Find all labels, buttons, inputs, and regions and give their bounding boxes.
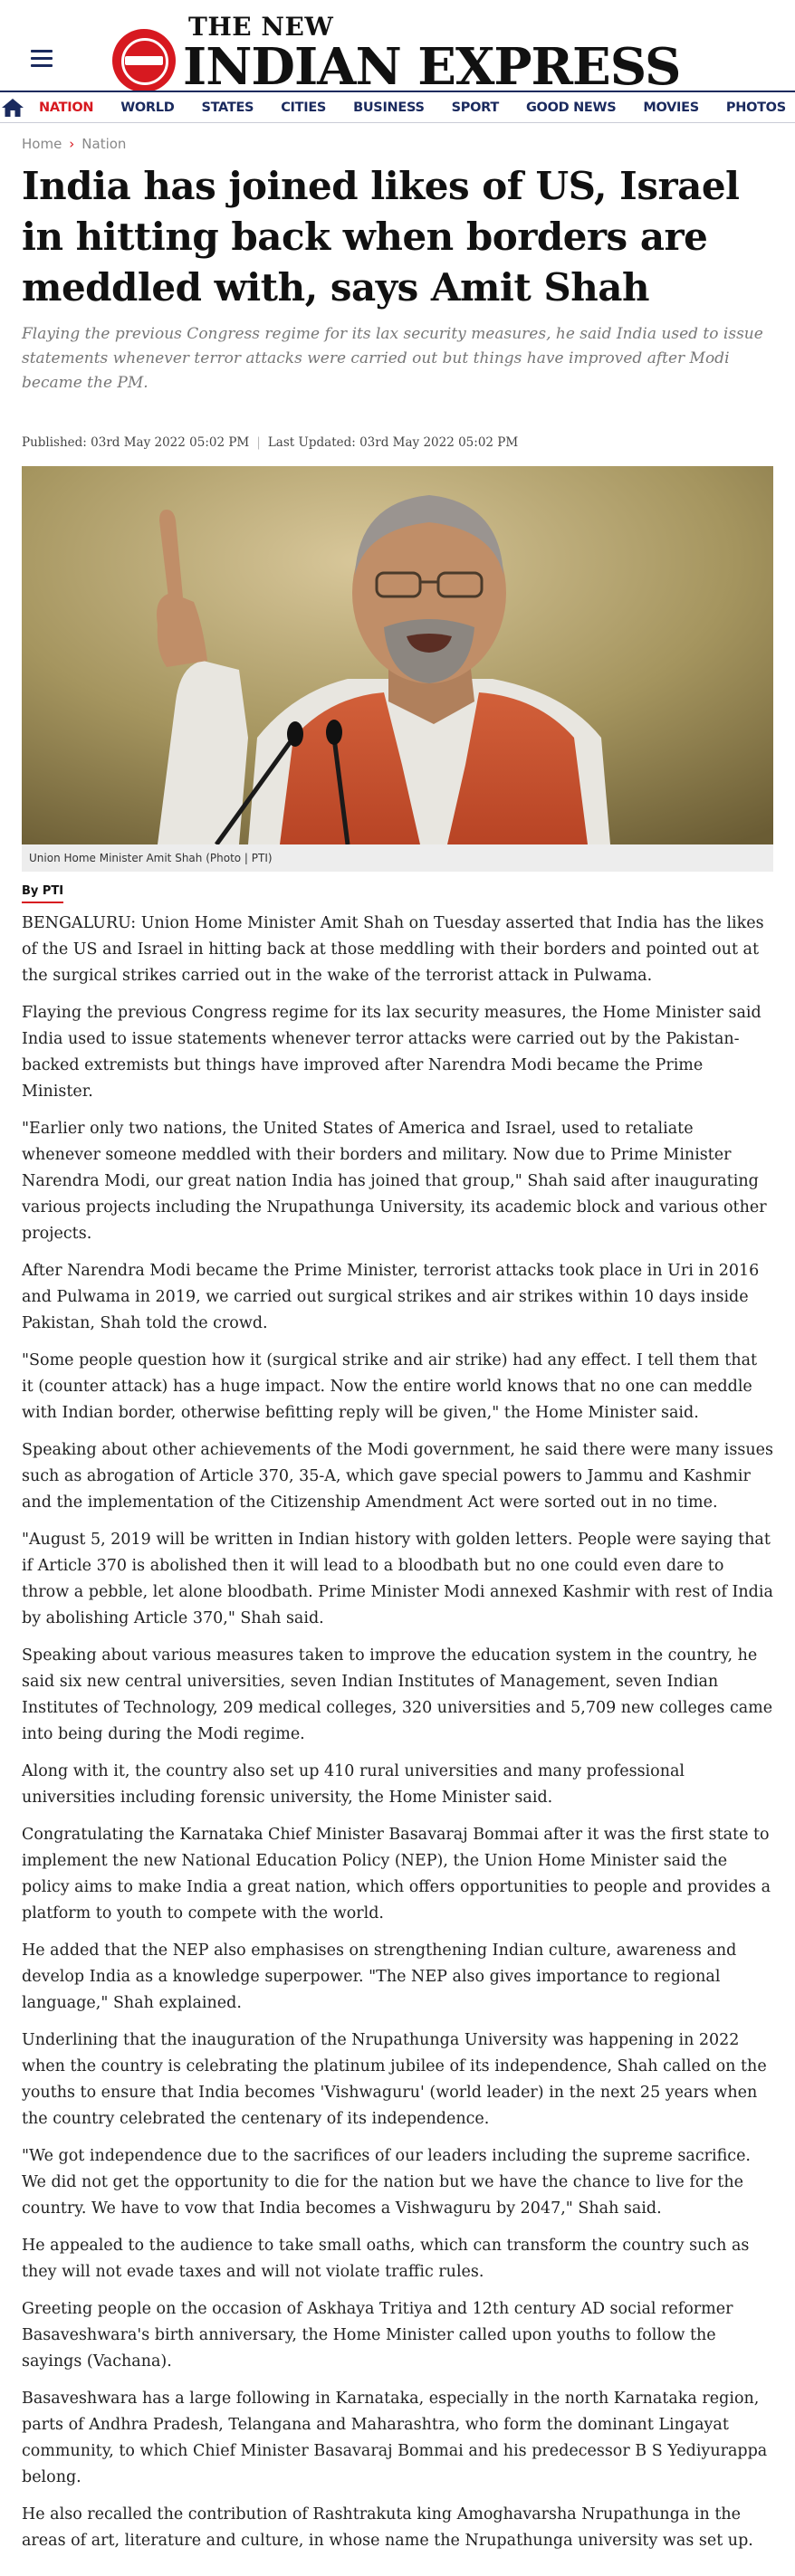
article-paragraph: "We got independence due to the sacrifices of our leaders including the supreme sacrifice. We did not get the opportunity to die for the nation but we have the chance to live for the country. We have to vow that India becomes a Vishwaguru by 2047," Shah said. (22, 2147, 751, 2218)
article-paragraph: Greeting people on the occasion of Askhaya Tritiya and 12th century AD social reformer Basaveshwara's birth anniversary, the Home Minister called upon youths to follow the sayings (Vachana). (22, 2300, 733, 2371)
breadcrumb-home[interactable]: Home (22, 136, 62, 152)
breadcrumb-section[interactable]: Nation (81, 136, 127, 152)
site-logo[interactable] (112, 12, 681, 97)
article-paragraph: Along with it, the country also set up 410 rural universities and many professional universities including forensic university, the Home Minister said. (22, 1762, 685, 1807)
nav-item-movies[interactable]: MOVIES (643, 100, 699, 115)
nav-item-cities[interactable]: CITIES (281, 100, 327, 115)
image-caption: Union Home Minister Amit Shah (Photo | PTI) (22, 844, 773, 872)
main-nav (0, 91, 795, 123)
article-paragraph: Underlining that the inauguration of the Nrupathunga University was happening in 2022 when the country is celebrating the platinum jubilee of its independence, Shah called on the youths to ensure that India becomes 'Vishwaguru' (world leader) in the next 25 years when the country celebrated the centenary of its independence. (22, 2031, 767, 2128)
hero-image[interactable] (22, 466, 773, 844)
nav-item-sport[interactable]: SPORT (451, 100, 499, 115)
article-paragraph: Flaying the previous Congress regime for its lax security measures, the Home Minister said India used to issue statements whenever terror attacks were carried out by the Pakistan-backed extremists but things have improved after Narendra Modi became the Prime Minister. (22, 1004, 761, 1101)
article-paragraph: He appealed to the audience to take small oaths, which can transform the country such as they will not evade taxes and will not violate traffic rules. (22, 2237, 750, 2281)
site-header (0, 0, 795, 123)
logo-seal-icon (112, 29, 176, 92)
menu-icon[interactable] (31, 50, 53, 68)
chevron-right-icon: › (69, 136, 75, 152)
article-paragraph: BENGALURU: Union Home Minister Amit Shah on Tuesday asserted that India has the likes of the US and Israel in hitting back at those meddling with their borders and pointed out at the surgical strikes carried out in the wake of the terrorist attack in Pulwama. (22, 914, 764, 985)
logo-top-text: THE NEW (188, 12, 334, 42)
published-date: Published: 03rd May 2022 05:02 PM (22, 435, 250, 450)
article-paragraph: Congratulating the Karnataka Chief Minister Basavaraj Bommai after it was the first state to implement the new National Education Policy (NEP), the Union Home Minister said the policy aims to make India a great nation, which offers opportunities to people and provides a platform to youth to compete with the world. (22, 1826, 771, 1922)
nav-item-business[interactable]: BUSINESS (353, 100, 425, 115)
logo-bottom-text: INDIAN EXPRESS (183, 37, 681, 97)
updated-date: Last Updated: 03rd May 2022 05:02 PM (267, 435, 519, 450)
article-paragraph: He also recalled the contribution of Rashtrakuta king Amoghavarsha Nrupathunga in the areas of art, literature and culture, in whose name the Nrupathunga university was set up. (22, 2505, 753, 2550)
article-paragraph: "August 5, 2019 will be written in Indian history with golden letters. People were saying that if Article 370 is abolished then it will lead to a bloodbath but no one could even dare to throw a pebble, let alone bloodbath. Prime Minister Modi annexed Kashmir with rest of India by abolishing Article 370," Shah said. (22, 1531, 773, 1627)
article-paragraph: Basaveshwara has a large following in Karnataka, especially in the north Karnataka region, parts of Andhra Pradesh, Telangana and Maharashtra, who form the dominant Lingayat community, to which Chief Minister Basavaraj Bommai and his predecessor B S Yediyurappa belong. (22, 2390, 768, 2486)
nav-item-world[interactable]: WORLD (120, 100, 175, 115)
article-paragraph: "Earlier only two nations, the United States of America and Israel, used to retaliate whenever someone meddled with their borders and military. Now due to Prime Minister Narendra Modi, our great nation India has joined that group," Shah said after inaugurating various projects including the Nrupathunga University, its academic block and various other projects. (22, 1120, 767, 1243)
article-dateline (22, 435, 773, 450)
article-paragraph: "Some people question how it (surgical strike and air strike) had any effect. I tell them that it (counter attack) has a huge impact. Now the entire world knows that no one can meddle with Indian border, otherwise befitting reply will be given," the Home Minister said. (22, 1351, 758, 1422)
article-paragraph: Speaking about various measures taken to improve the education system in the country, he said six new central universities, seven Indian Institutes of Management, seven Indian Institutes of Technology, 209 medical colleges, 320 universities and 5,709 new colleges came into being during the Modi regime. (22, 1646, 773, 1743)
article-container (0, 136, 795, 2554)
article-byline[interactable]: By PTI (22, 884, 63, 903)
article-paragraph: Speaking about other achievements of the Modi government, he said there were many issues such as abrogation of Article 370, 35-A, which gave special powers to Jammu and Kashmir and the implementation of the Citizenship Amendment Act were sorted out in no time. (22, 1441, 773, 1512)
article-headline: India has joined likes of US, Israel in hitting back when borders are meddled with, says Amit Shah (22, 164, 740, 310)
article-body (22, 911, 773, 2554)
breadcrumb (22, 136, 773, 152)
nav-item-nation[interactable]: NATION (39, 100, 94, 115)
date-separator: | (256, 435, 261, 450)
article-paragraph: He added that the NEP also emphasises on strengthening Indian culture, awareness and develop India as a knowledge superpower. "The NEP also gives importance to regional language," Shah explained. (22, 1942, 737, 2012)
nav-item-good-news[interactable]: GOOD NEWS (525, 100, 617, 115)
nav-item-states[interactable]: STATES (201, 100, 254, 115)
article-paragraph: After Narendra Modi became the Prime Minister, terrorist attacks took place in Uri in 2016 and Pulwama in 2019, we carried out surgical strikes and air strikes within 10 days inside Pakistan, Shah told the crowd. (22, 1262, 760, 1332)
article-figure (22, 466, 773, 872)
article-subhead: Flaying the previous Congress regime for its lax security measures, he said India used to issue statements whenever terror attacks were carried out but things have improved after Modi became the PM. (22, 325, 763, 392)
home-icon[interactable] (0, 92, 25, 123)
masthead (0, 0, 795, 97)
nav-item-photos[interactable]: PHOTOS (725, 100, 786, 115)
nav-items (25, 92, 795, 123)
